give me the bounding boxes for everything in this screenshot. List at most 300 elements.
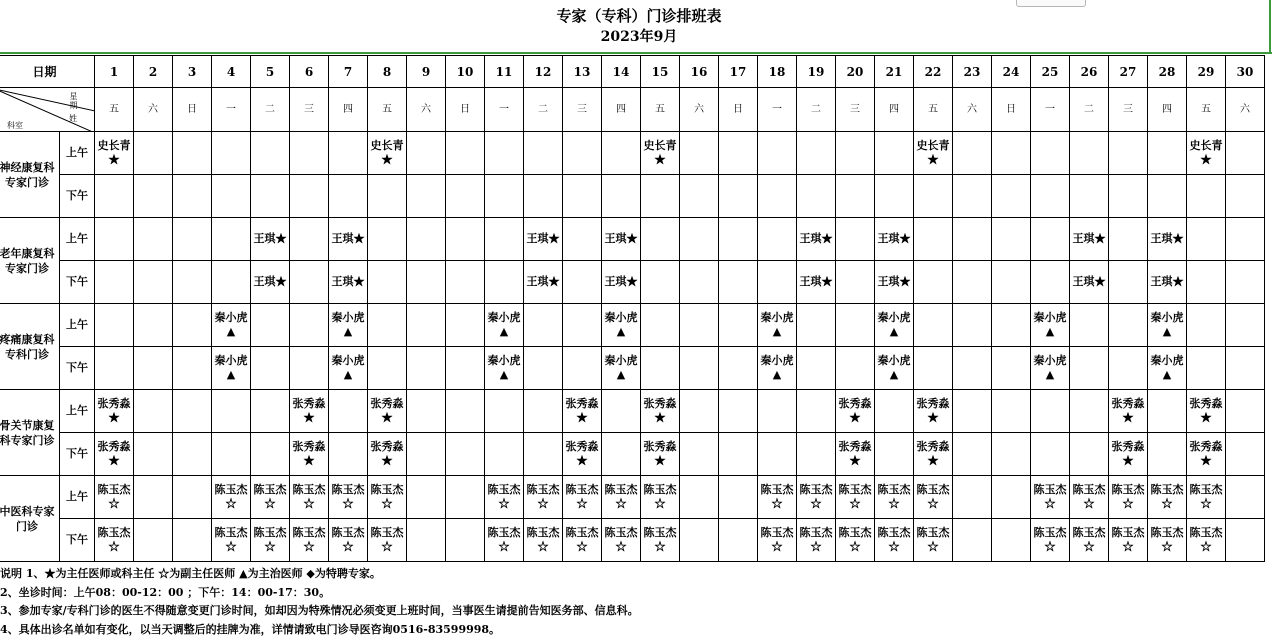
schedule-cell[interactable] — [95, 175, 134, 218]
schedule-cell[interactable]: 秦小虎▲ — [602, 304, 641, 347]
schedule-cell[interactable]: 陈玉杰☆ — [1109, 519, 1148, 562]
schedule-cell[interactable]: 张秀淼★ — [1187, 433, 1226, 476]
schedule-cell[interactable]: 陈玉杰☆ — [914, 519, 953, 562]
schedule-cell[interactable]: 王琪★ — [329, 218, 368, 261]
schedule-cell[interactable] — [992, 390, 1031, 433]
schedule-cell[interactable] — [485, 433, 524, 476]
schedule-cell[interactable] — [953, 175, 992, 218]
schedule-cell[interactable] — [329, 175, 368, 218]
schedule-cell[interactable] — [368, 347, 407, 390]
schedule-cell[interactable] — [953, 519, 992, 562]
schedule-cell[interactable] — [407, 390, 446, 433]
schedule-cell[interactable] — [524, 132, 563, 175]
schedule-cell[interactable] — [485, 175, 524, 218]
schedule-cell[interactable] — [524, 390, 563, 433]
schedule-cell[interactable] — [95, 304, 134, 347]
schedule-cell[interactable]: 陈玉杰☆ — [329, 519, 368, 562]
schedule-cell[interactable] — [212, 218, 251, 261]
schedule-cell[interactable] — [446, 132, 485, 175]
schedule-cell[interactable] — [251, 132, 290, 175]
schedule-cell[interactable] — [680, 519, 719, 562]
schedule-cell[interactable]: 张秀淼★ — [563, 390, 602, 433]
schedule-cell[interactable] — [407, 519, 446, 562]
schedule-cell[interactable] — [446, 218, 485, 261]
schedule-cell[interactable] — [680, 476, 719, 519]
schedule-cell[interactable]: 张秀淼★ — [368, 433, 407, 476]
schedule-cell[interactable]: 秦小虎▲ — [875, 304, 914, 347]
schedule-cell[interactable] — [134, 433, 173, 476]
schedule-cell[interactable] — [602, 175, 641, 218]
schedule-cell[interactable] — [1226, 347, 1265, 390]
schedule-cell[interactable] — [251, 347, 290, 390]
schedule-cell[interactable] — [173, 261, 212, 304]
schedule-cell[interactable] — [134, 175, 173, 218]
schedule-cell[interactable]: 王琪★ — [797, 218, 836, 261]
schedule-cell[interactable] — [1226, 390, 1265, 433]
schedule-cell[interactable]: 王琪★ — [602, 218, 641, 261]
schedule-cell[interactable] — [680, 433, 719, 476]
schedule-cell[interactable] — [407, 304, 446, 347]
schedule-cell[interactable] — [407, 132, 446, 175]
schedule-cell[interactable]: 张秀淼★ — [368, 390, 407, 433]
schedule-cell[interactable]: 张秀淼★ — [290, 433, 329, 476]
schedule-cell[interactable] — [446, 433, 485, 476]
schedule-cell[interactable] — [1187, 175, 1226, 218]
schedule-cell[interactable] — [134, 132, 173, 175]
schedule-cell[interactable] — [953, 347, 992, 390]
schedule-cell[interactable] — [290, 132, 329, 175]
schedule-cell[interactable] — [1226, 261, 1265, 304]
schedule-cell[interactable] — [368, 218, 407, 261]
schedule-cell[interactable] — [602, 132, 641, 175]
schedule-cell[interactable] — [1226, 476, 1265, 519]
schedule-cell[interactable] — [680, 175, 719, 218]
schedule-cell[interactable]: 王琪★ — [602, 261, 641, 304]
schedule-cell[interactable] — [953, 261, 992, 304]
schedule-cell[interactable]: 陈玉杰☆ — [485, 519, 524, 562]
schedule-cell[interactable]: 陈玉杰☆ — [95, 476, 134, 519]
schedule-cell[interactable] — [134, 304, 173, 347]
schedule-cell[interactable] — [1109, 175, 1148, 218]
schedule-cell[interactable]: 陈玉杰☆ — [212, 476, 251, 519]
schedule-cell[interactable] — [719, 347, 758, 390]
schedule-cell[interactable] — [914, 218, 953, 261]
schedule-cell[interactable]: 张秀淼★ — [1187, 390, 1226, 433]
schedule-cell[interactable]: 陈玉杰☆ — [368, 476, 407, 519]
schedule-cell[interactable] — [485, 218, 524, 261]
schedule-cell[interactable] — [797, 175, 836, 218]
schedule-cell[interactable]: 王琪★ — [1070, 261, 1109, 304]
schedule-cell[interactable] — [680, 390, 719, 433]
schedule-cell[interactable] — [680, 132, 719, 175]
schedule-cell[interactable] — [1187, 218, 1226, 261]
schedule-cell[interactable] — [290, 347, 329, 390]
schedule-cell[interactable]: 陈玉杰☆ — [914, 476, 953, 519]
schedule-cell[interactable]: 王琪★ — [1148, 261, 1187, 304]
schedule-cell[interactable] — [797, 304, 836, 347]
schedule-cell[interactable] — [1226, 433, 1265, 476]
schedule-cell[interactable] — [251, 175, 290, 218]
schedule-cell[interactable] — [914, 304, 953, 347]
schedule-cell[interactable] — [1187, 261, 1226, 304]
schedule-cell[interactable]: 张秀淼★ — [563, 433, 602, 476]
schedule-cell[interactable] — [953, 218, 992, 261]
schedule-cell[interactable]: 陈玉杰☆ — [485, 476, 524, 519]
schedule-cell[interactable] — [953, 476, 992, 519]
schedule-cell[interactable] — [875, 390, 914, 433]
schedule-cell[interactable]: 陈玉杰☆ — [1070, 476, 1109, 519]
schedule-cell[interactable] — [1226, 175, 1265, 218]
schedule-cell[interactable]: 秦小虎▲ — [1148, 304, 1187, 347]
schedule-cell[interactable]: 张秀淼★ — [1109, 433, 1148, 476]
schedule-cell[interactable] — [446, 304, 485, 347]
schedule-cell[interactable] — [836, 347, 875, 390]
schedule-cell[interactable] — [407, 433, 446, 476]
schedule-cell[interactable]: 陈玉杰☆ — [758, 519, 797, 562]
schedule-cell[interactable]: 王琪★ — [524, 218, 563, 261]
schedule-cell[interactable]: 秦小虎▲ — [329, 347, 368, 390]
schedule-cell[interactable] — [680, 218, 719, 261]
schedule-cell[interactable]: 秦小虎▲ — [212, 304, 251, 347]
schedule-cell[interactable] — [719, 519, 758, 562]
schedule-cell[interactable] — [719, 261, 758, 304]
schedule-cell[interactable] — [641, 218, 680, 261]
schedule-cell[interactable] — [992, 261, 1031, 304]
schedule-cell[interactable] — [1070, 347, 1109, 390]
schedule-cell[interactable] — [329, 390, 368, 433]
schedule-cell[interactable] — [758, 175, 797, 218]
schedule-cell[interactable]: 陈玉杰☆ — [212, 519, 251, 562]
schedule-cell[interactable] — [680, 261, 719, 304]
schedule-cell[interactable] — [992, 433, 1031, 476]
schedule-cell[interactable] — [758, 261, 797, 304]
schedule-cell[interactable] — [134, 261, 173, 304]
schedule-cell[interactable]: 陈玉杰☆ — [797, 476, 836, 519]
schedule-cell[interactable] — [953, 433, 992, 476]
schedule-cell[interactable] — [797, 347, 836, 390]
schedule-cell[interactable] — [992, 175, 1031, 218]
schedule-cell[interactable] — [290, 261, 329, 304]
schedule-cell[interactable] — [407, 261, 446, 304]
schedule-cell[interactable]: 陈玉杰☆ — [1148, 519, 1187, 562]
schedule-cell[interactable] — [875, 433, 914, 476]
schedule-cell[interactable]: 张秀淼★ — [290, 390, 329, 433]
schedule-cell[interactable]: 张秀淼★ — [836, 433, 875, 476]
schedule-cell[interactable] — [680, 304, 719, 347]
schedule-cell[interactable]: 史长青★ — [1187, 132, 1226, 175]
schedule-cell[interactable]: 王琪★ — [875, 218, 914, 261]
schedule-cell[interactable] — [992, 304, 1031, 347]
schedule-cell[interactable]: 王琪★ — [251, 261, 290, 304]
schedule-cell[interactable] — [446, 390, 485, 433]
schedule-cell[interactable] — [134, 347, 173, 390]
schedule-cell[interactable]: 陈玉杰☆ — [1187, 476, 1226, 519]
schedule-cell[interactable] — [836, 218, 875, 261]
schedule-cell[interactable]: 陈玉杰☆ — [563, 519, 602, 562]
schedule-cell[interactable] — [719, 132, 758, 175]
schedule-cell[interactable] — [407, 218, 446, 261]
schedule-cell[interactable] — [1031, 433, 1070, 476]
schedule-cell[interactable]: 秦小虎▲ — [758, 347, 797, 390]
schedule-cell[interactable] — [602, 390, 641, 433]
schedule-cell[interactable] — [836, 304, 875, 347]
schedule-cell[interactable] — [407, 476, 446, 519]
schedule-cell[interactable] — [797, 132, 836, 175]
schedule-cell[interactable]: 陈玉杰☆ — [602, 476, 641, 519]
schedule-cell[interactable] — [251, 390, 290, 433]
schedule-cell[interactable] — [875, 132, 914, 175]
schedule-cell[interactable] — [1148, 132, 1187, 175]
schedule-cell[interactable] — [485, 390, 524, 433]
schedule-cell[interactable] — [1187, 304, 1226, 347]
schedule-cell[interactable] — [407, 175, 446, 218]
schedule-cell[interactable] — [368, 304, 407, 347]
schedule-cell[interactable]: 秦小虎▲ — [329, 304, 368, 347]
schedule-cell[interactable] — [1031, 132, 1070, 175]
schedule-cell[interactable] — [563, 347, 602, 390]
schedule-cell[interactable] — [524, 304, 563, 347]
schedule-cell[interactable] — [173, 476, 212, 519]
schedule-cell[interactable] — [836, 132, 875, 175]
schedule-cell[interactable] — [212, 390, 251, 433]
schedule-cell[interactable] — [134, 390, 173, 433]
schedule-cell[interactable]: 张秀淼★ — [95, 433, 134, 476]
schedule-cell[interactable] — [563, 132, 602, 175]
schedule-cell[interactable]: 秦小虎▲ — [212, 347, 251, 390]
schedule-cell[interactable]: 陈玉杰☆ — [524, 476, 563, 519]
schedule-cell[interactable] — [758, 218, 797, 261]
schedule-cell[interactable] — [992, 347, 1031, 390]
schedule-cell[interactable] — [1148, 390, 1187, 433]
schedule-cell[interactable] — [1226, 218, 1265, 261]
schedule-cell[interactable] — [1226, 304, 1265, 347]
schedule-cell[interactable] — [1070, 433, 1109, 476]
schedule-cell[interactable]: 王琪★ — [1070, 218, 1109, 261]
schedule-cell[interactable] — [641, 261, 680, 304]
schedule-cell[interactable]: 秦小虎▲ — [1031, 304, 1070, 347]
schedule-cell[interactable]: 陈玉杰☆ — [875, 519, 914, 562]
schedule-cell[interactable] — [563, 304, 602, 347]
schedule-cell[interactable] — [485, 261, 524, 304]
schedule-cell[interactable] — [992, 476, 1031, 519]
schedule-cell[interactable] — [446, 261, 485, 304]
schedule-cell[interactable] — [446, 519, 485, 562]
schedule-cell[interactable] — [1109, 218, 1148, 261]
schedule-cell[interactable]: 秦小虎▲ — [758, 304, 797, 347]
schedule-cell[interactable]: 王琪★ — [251, 218, 290, 261]
schedule-cell[interactable] — [1031, 261, 1070, 304]
schedule-cell[interactable]: 张秀淼★ — [95, 390, 134, 433]
schedule-cell[interactable] — [1031, 218, 1070, 261]
schedule-cell[interactable]: 史长青★ — [95, 132, 134, 175]
schedule-cell[interactable] — [1148, 433, 1187, 476]
schedule-cell[interactable]: 陈玉杰☆ — [251, 476, 290, 519]
schedule-cell[interactable] — [1109, 261, 1148, 304]
schedule-cell[interactable] — [173, 304, 212, 347]
schedule-cell[interactable]: 陈玉杰☆ — [524, 519, 563, 562]
schedule-cell[interactable] — [914, 261, 953, 304]
schedule-cell[interactable] — [524, 433, 563, 476]
schedule-cell[interactable] — [446, 347, 485, 390]
schedule-cell[interactable] — [602, 433, 641, 476]
schedule-cell[interactable] — [641, 304, 680, 347]
schedule-cell[interactable] — [1226, 519, 1265, 562]
schedule-cell[interactable] — [563, 261, 602, 304]
schedule-cell[interactable] — [1031, 175, 1070, 218]
schedule-cell[interactable] — [953, 304, 992, 347]
schedule-cell[interactable] — [992, 218, 1031, 261]
schedule-cell[interactable]: 陈玉杰☆ — [875, 476, 914, 519]
schedule-cell[interactable]: 秦小虎▲ — [1031, 347, 1070, 390]
schedule-cell[interactable]: 张秀淼★ — [836, 390, 875, 433]
schedule-cell[interactable]: 陈玉杰☆ — [368, 519, 407, 562]
schedule-cell[interactable] — [173, 132, 212, 175]
schedule-cell[interactable] — [758, 390, 797, 433]
schedule-cell[interactable] — [173, 347, 212, 390]
schedule-cell[interactable] — [719, 175, 758, 218]
schedule-cell[interactable] — [758, 132, 797, 175]
schedule-cell[interactable] — [797, 433, 836, 476]
schedule-cell[interactable] — [173, 519, 212, 562]
schedule-cell[interactable]: 陈玉杰☆ — [641, 476, 680, 519]
schedule-cell[interactable] — [953, 132, 992, 175]
schedule-cell[interactable] — [680, 347, 719, 390]
schedule-cell[interactable] — [134, 218, 173, 261]
schedule-cell[interactable] — [758, 433, 797, 476]
schedule-cell[interactable] — [914, 175, 953, 218]
schedule-cell[interactable] — [992, 132, 1031, 175]
schedule-cell[interactable]: 张秀淼★ — [1109, 390, 1148, 433]
schedule-cell[interactable]: 王琪★ — [1148, 218, 1187, 261]
schedule-cell[interactable]: 陈玉杰☆ — [836, 519, 875, 562]
schedule-cell[interactable] — [1031, 390, 1070, 433]
schedule-cell[interactable]: 陈玉杰☆ — [563, 476, 602, 519]
schedule-cell[interactable] — [95, 347, 134, 390]
schedule-cell[interactable] — [719, 218, 758, 261]
schedule-cell[interactable]: 陈玉杰☆ — [641, 519, 680, 562]
schedule-cell[interactable]: 陈玉杰☆ — [1148, 476, 1187, 519]
schedule-cell[interactable] — [173, 433, 212, 476]
schedule-cell[interactable] — [1109, 347, 1148, 390]
schedule-cell[interactable]: 史长青★ — [368, 132, 407, 175]
schedule-cell[interactable] — [368, 261, 407, 304]
schedule-cell[interactable]: 陈玉杰☆ — [329, 476, 368, 519]
schedule-cell[interactable] — [563, 218, 602, 261]
schedule-cell[interactable] — [290, 218, 329, 261]
schedule-cell[interactable]: 陈玉杰☆ — [1031, 519, 1070, 562]
schedule-cell[interactable]: 陈玉杰☆ — [1109, 476, 1148, 519]
schedule-cell[interactable]: 陈玉杰☆ — [797, 519, 836, 562]
schedule-cell[interactable] — [1070, 304, 1109, 347]
schedule-cell[interactable]: 陈玉杰☆ — [1070, 519, 1109, 562]
schedule-cell[interactable] — [134, 519, 173, 562]
schedule-cell[interactable]: 秦小虎▲ — [602, 347, 641, 390]
schedule-cell[interactable] — [992, 519, 1031, 562]
schedule-cell[interactable] — [290, 175, 329, 218]
schedule-cell[interactable]: 陈玉杰☆ — [758, 476, 797, 519]
schedule-cell[interactable] — [1070, 390, 1109, 433]
schedule-cell[interactable]: 秦小虎▲ — [1148, 347, 1187, 390]
schedule-cell[interactable] — [485, 132, 524, 175]
schedule-cell[interactable] — [641, 175, 680, 218]
schedule-cell[interactable] — [95, 261, 134, 304]
schedule-cell[interactable] — [719, 304, 758, 347]
schedule-cell[interactable] — [641, 347, 680, 390]
schedule-cell[interactable] — [251, 304, 290, 347]
schedule-cell[interactable]: 王琪★ — [524, 261, 563, 304]
schedule-cell[interactable] — [524, 347, 563, 390]
schedule-cell[interactable] — [1070, 175, 1109, 218]
schedule-cell[interactable] — [719, 476, 758, 519]
schedule-cell[interactable]: 史长青★ — [914, 132, 953, 175]
schedule-cell[interactable] — [1187, 347, 1226, 390]
schedule-cell[interactable] — [368, 175, 407, 218]
schedule-cell[interactable] — [407, 347, 446, 390]
schedule-cell[interactable] — [836, 175, 875, 218]
schedule-cell[interactable] — [173, 390, 212, 433]
schedule-cell[interactable] — [1148, 175, 1187, 218]
schedule-cell[interactable] — [212, 175, 251, 218]
schedule-cell[interactable] — [446, 476, 485, 519]
schedule-cell[interactable]: 陈玉杰☆ — [290, 519, 329, 562]
schedule-cell[interactable]: 陈玉杰☆ — [290, 476, 329, 519]
schedule-cell[interactable]: 陈玉杰☆ — [251, 519, 290, 562]
schedule-cell[interactable] — [212, 261, 251, 304]
schedule-cell[interactable]: 史长青★ — [641, 132, 680, 175]
schedule-cell[interactable]: 陈玉杰☆ — [95, 519, 134, 562]
schedule-cell[interactable] — [1109, 132, 1148, 175]
schedule-cell[interactable] — [914, 347, 953, 390]
schedule-cell[interactable] — [95, 218, 134, 261]
schedule-cell[interactable]: 王琪★ — [329, 261, 368, 304]
schedule-cell[interactable] — [173, 218, 212, 261]
schedule-cell[interactable] — [1226, 132, 1265, 175]
schedule-cell[interactable]: 秦小虎▲ — [875, 347, 914, 390]
schedule-cell[interactable] — [719, 390, 758, 433]
schedule-cell[interactable]: 陈玉杰☆ — [1187, 519, 1226, 562]
schedule-cell[interactable] — [212, 132, 251, 175]
schedule-cell[interactable]: 陈玉杰☆ — [602, 519, 641, 562]
schedule-cell[interactable]: 张秀淼★ — [641, 390, 680, 433]
schedule-cell[interactable] — [251, 433, 290, 476]
schedule-cell[interactable] — [290, 304, 329, 347]
schedule-cell[interactable]: 陈玉杰☆ — [836, 476, 875, 519]
schedule-cell[interactable] — [797, 390, 836, 433]
schedule-cell[interactable] — [524, 175, 563, 218]
schedule-cell[interactable] — [212, 433, 251, 476]
schedule-cell[interactable] — [563, 175, 602, 218]
schedule-cell[interactable] — [134, 476, 173, 519]
schedule-cell[interactable] — [875, 175, 914, 218]
schedule-cell[interactable]: 秦小虎▲ — [485, 347, 524, 390]
schedule-cell[interactable] — [1070, 132, 1109, 175]
schedule-cell[interactable]: 张秀淼★ — [641, 433, 680, 476]
schedule-cell[interactable] — [446, 175, 485, 218]
schedule-cell[interactable] — [1109, 304, 1148, 347]
schedule-cell[interactable] — [173, 175, 212, 218]
schedule-cell[interactable] — [953, 390, 992, 433]
schedule-cell[interactable]: 陈玉杰☆ — [1031, 476, 1070, 519]
schedule-cell[interactable] — [719, 433, 758, 476]
schedule-cell[interactable] — [329, 132, 368, 175]
schedule-cell[interactable]: 张秀淼★ — [914, 433, 953, 476]
schedule-cell[interactable]: 王琪★ — [875, 261, 914, 304]
schedule-cell[interactable] — [836, 261, 875, 304]
schedule-cell[interactable]: 张秀淼★ — [914, 390, 953, 433]
schedule-cell[interactable]: 秦小虎▲ — [485, 304, 524, 347]
schedule-cell[interactable]: 王琪★ — [797, 261, 836, 304]
schedule-cell[interactable] — [329, 433, 368, 476]
